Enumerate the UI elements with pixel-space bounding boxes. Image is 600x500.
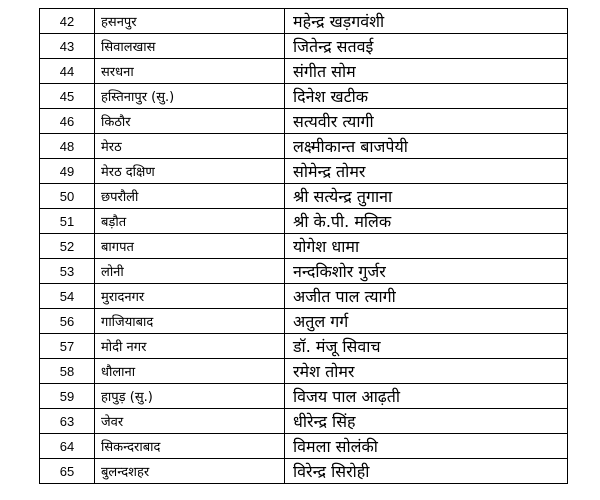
candidate-name-cell: धीरेन्द्र सिंह bbox=[285, 409, 568, 434]
constituency-cell: हसनपुर bbox=[95, 9, 285, 34]
seat-number-cell: 57 bbox=[40, 334, 95, 359]
table-row bbox=[40, 184, 568, 209]
table-row bbox=[40, 284, 568, 309]
table-row bbox=[40, 109, 568, 134]
candidate-name-cell: सत्यवीर त्यागी bbox=[285, 109, 568, 134]
seat-number-cell: 64 bbox=[40, 434, 95, 459]
constituency-cell: छपरौली bbox=[95, 184, 285, 209]
table-row bbox=[40, 259, 568, 284]
candidate-name-cell: अतुल गर्ग bbox=[285, 309, 568, 334]
seat-number-cell: 48 bbox=[40, 134, 95, 159]
candidate-name-cell: अजीत पाल त्यागी bbox=[285, 284, 568, 309]
constituency-cell: मुरादनगर bbox=[95, 284, 285, 309]
constituency-cell: किठौर bbox=[95, 109, 285, 134]
table-row bbox=[40, 384, 568, 409]
candidate-name-cell: योगेश धामा bbox=[285, 234, 568, 259]
table-row bbox=[40, 234, 568, 259]
constituency-cell: मेरठ दक्षिण bbox=[95, 159, 285, 184]
table-row bbox=[40, 334, 568, 359]
candidate-table-body bbox=[40, 9, 568, 484]
constituency-cell: सरधना bbox=[95, 59, 285, 84]
seat-number-cell: 58 bbox=[40, 359, 95, 384]
candidate-name-cell: लक्ष्मीकान्त बाजपेयी bbox=[285, 134, 568, 159]
table-row bbox=[40, 59, 568, 84]
seat-number-cell: 59 bbox=[40, 384, 95, 409]
table-row bbox=[40, 134, 568, 159]
candidate-name-cell: नन्दकिशोर गुर्जर bbox=[285, 259, 568, 284]
seat-number-cell: 45 bbox=[40, 84, 95, 109]
table-row bbox=[40, 9, 568, 34]
constituency-cell: मेरठ bbox=[95, 134, 285, 159]
candidate-table bbox=[39, 8, 568, 484]
table-row bbox=[40, 434, 568, 459]
seat-number-cell: 42 bbox=[40, 9, 95, 34]
table-row bbox=[40, 84, 568, 109]
seat-number-cell: 56 bbox=[40, 309, 95, 334]
table-row bbox=[40, 459, 568, 484]
constituency-cell: बड़ौत bbox=[95, 209, 285, 234]
seat-number-cell: 46 bbox=[40, 109, 95, 134]
table-row bbox=[40, 409, 568, 434]
seat-number-cell: 51 bbox=[40, 209, 95, 234]
candidate-name-cell: जितेन्द्र सतवई bbox=[285, 34, 568, 59]
constituency-cell: जेवर bbox=[95, 409, 285, 434]
table-row bbox=[40, 209, 568, 234]
candidate-name-cell: संगीत सोम bbox=[285, 59, 568, 84]
candidate-name-cell: सोमेन्द्र तोमर bbox=[285, 159, 568, 184]
constituency-cell: सिकन्दराबाद bbox=[95, 434, 285, 459]
constituency-cell: धौलाना bbox=[95, 359, 285, 384]
constituency-cell: हस्तिनापुर (सु.) bbox=[95, 84, 285, 109]
seat-number-cell: 50 bbox=[40, 184, 95, 209]
table-row bbox=[40, 159, 568, 184]
candidate-name-cell: विरेन्द्र सिरोही bbox=[285, 459, 568, 484]
candidate-name-cell: डॉ. मंजू सिवाच bbox=[285, 334, 568, 359]
seat-number-cell: 52 bbox=[40, 234, 95, 259]
seat-number-cell: 63 bbox=[40, 409, 95, 434]
candidate-name-cell: श्री के.पी. मलिक bbox=[285, 209, 568, 234]
table-row bbox=[40, 359, 568, 384]
candidate-name-cell: महेन्द्र खड़गवंशी bbox=[285, 9, 568, 34]
table-row bbox=[40, 34, 568, 59]
constituency-cell: बुलन्दशहर bbox=[95, 459, 285, 484]
candidate-name-cell: विमला सोलंकी bbox=[285, 434, 568, 459]
constituency-cell: लोनी bbox=[95, 259, 285, 284]
candidate-name-cell: दिनेश खटीक bbox=[285, 84, 568, 109]
candidate-name-cell: विजय पाल आढ़ती bbox=[285, 384, 568, 409]
seat-number-cell: 65 bbox=[40, 459, 95, 484]
candidate-name-cell: श्री सत्येन्द्र तुगाना bbox=[285, 184, 568, 209]
seat-number-cell: 49 bbox=[40, 159, 95, 184]
candidate-name-cell: रमेश तोमर bbox=[285, 359, 568, 384]
constituency-cell: बागपत bbox=[95, 234, 285, 259]
constituency-cell: हापुड़ (सु.) bbox=[95, 384, 285, 409]
seat-number-cell: 54 bbox=[40, 284, 95, 309]
constituency-cell: मोदी नगर bbox=[95, 334, 285, 359]
constituency-cell: गाजियाबाद bbox=[95, 309, 285, 334]
seat-number-cell: 44 bbox=[40, 59, 95, 84]
constituency-cell: सिवालखास bbox=[95, 34, 285, 59]
table-row bbox=[40, 309, 568, 334]
seat-number-cell: 43 bbox=[40, 34, 95, 59]
seat-number-cell: 53 bbox=[40, 259, 95, 284]
